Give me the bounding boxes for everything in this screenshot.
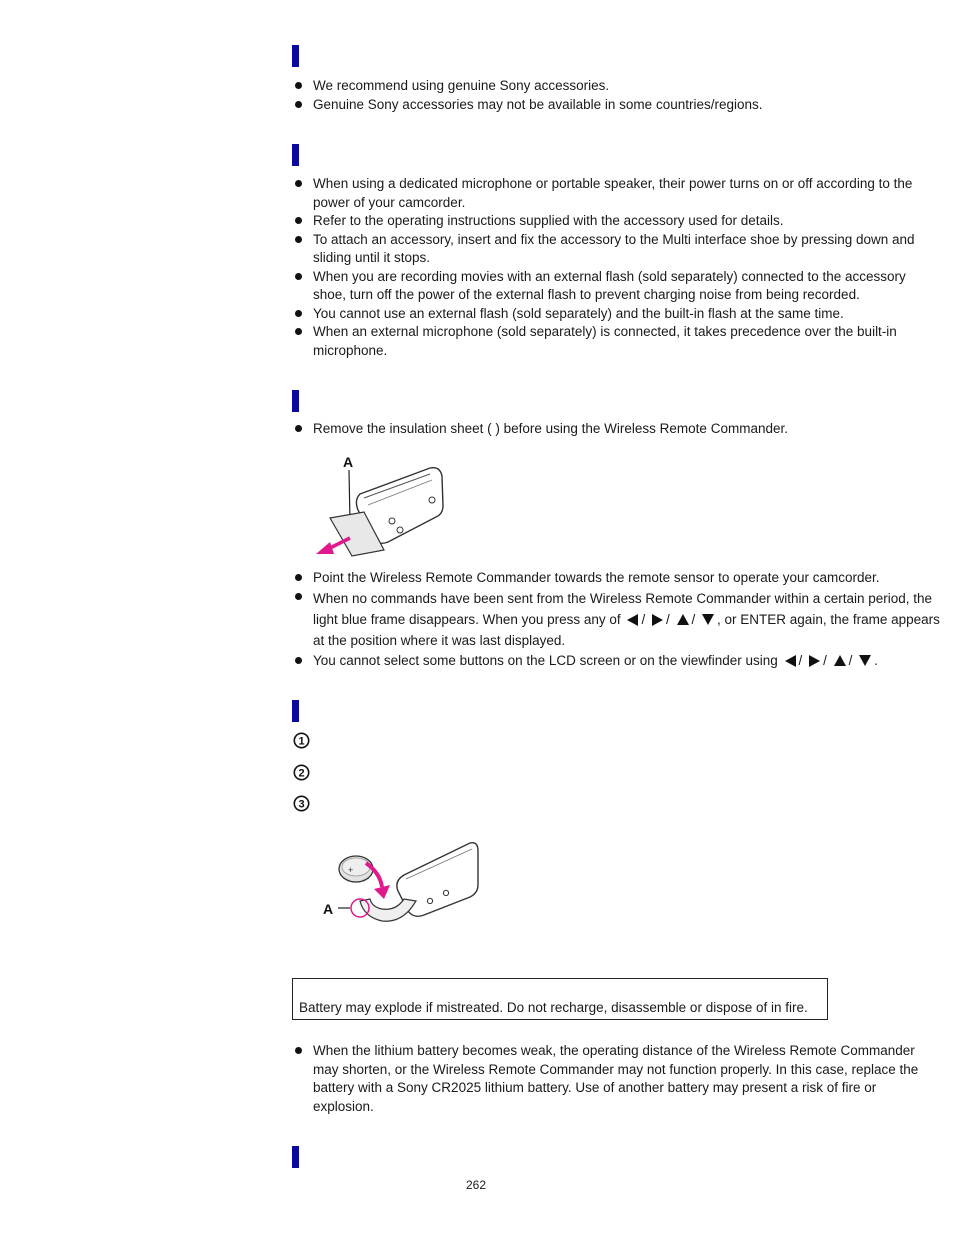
- separator: /: [641, 611, 646, 627]
- section-heading-marker: [292, 700, 299, 722]
- list-item: When an external microphone (sold separately) is connected, it takes precedence over the built-in microphone.: [294, 323, 940, 360]
- figure-label-a: A: [343, 454, 354, 470]
- list-item-text: .: [874, 652, 878, 668]
- separator: /: [848, 652, 853, 668]
- bullet-list-accessories: [294, 77, 940, 114]
- separator: /: [798, 652, 803, 668]
- svg-text:+: +: [348, 865, 354, 875]
- separator: /: [665, 611, 670, 627]
- step-2-icon: [293, 764, 310, 781]
- list-item: To attach an accessory, insert and fix the accessory to the Multi interface shoe by pressing down and sliding until it stops.: [294, 231, 940, 268]
- list-item: When using a dedicated microphone or portable speaker, their power turns on or off according to the power of your camcorder.: [294, 175, 940, 212]
- list-item-text: You cannot select some buttons on the LCD screen or on the viewfinder using: [313, 652, 778, 668]
- separator: /: [823, 652, 827, 668]
- bullet-list-remote-usage: [294, 569, 940, 670]
- bullet-list-multi-interface-shoe: [294, 175, 940, 360]
- page-number: 262: [466, 1178, 487, 1192]
- section-heading-marker: [292, 390, 299, 412]
- remote-battery-replacement-illustration: [320, 835, 482, 935]
- bullet-list-remote-intro: [294, 420, 940, 439]
- list-item-text: When no commands have been sent from the Wireless Remote Commander within a certain period, the light blue frame disappears. When you press any of: [313, 590, 933, 627]
- list-item-text: , or ENTER again, the frame appears at the position where it was last displayed.: [313, 611, 940, 648]
- svg-text:3: 3: [298, 798, 305, 811]
- caution-box: [292, 978, 828, 1020]
- svg-text:2: 2: [298, 767, 305, 780]
- section-heading-marker: [292, 1146, 299, 1168]
- list-item: [294, 588, 940, 651]
- section-heading-marker: [292, 45, 299, 67]
- section-heading-marker: [292, 144, 299, 166]
- up-arrow-icon: [834, 655, 846, 666]
- list-item: When you are recording movies with an external flash (sold separately) connected to the accessory shoe, turn off the power of the external flash to prevent charging noise from being recorded.: [294, 268, 940, 305]
- down-arrow-icon: [702, 614, 714, 625]
- list-item: Point the Wireless Remote Commander towards the remote sensor to operate your camcorder.: [294, 569, 940, 588]
- figure-label-a: A: [323, 901, 334, 917]
- right-arrow-icon: [652, 614, 663, 626]
- list-item: Refer to the operating instructions supplied with the accessory used for details.: [294, 212, 940, 231]
- down-arrow-icon: [859, 655, 871, 666]
- step-3-icon: [293, 795, 310, 812]
- list-item: When the lithium battery becomes weak, the operating distance of the Wireless Remote Commander may shorten, or the Wireless Remote Commander may not function properly. In this case, replace the battery with a Sony CR2025 lithium battery. Use of another battery may present a risk of fire or explosion.: [294, 1042, 940, 1116]
- up-arrow-icon: [677, 614, 689, 625]
- caution-text: Battery may explode if mistreated. Do not recharge, disassemble or dispose of in fire.: [299, 1000, 808, 1015]
- left-arrow-icon: [627, 614, 638, 626]
- bullet-list-battery: [294, 1042, 940, 1116]
- list-item: [294, 652, 940, 671]
- svg-text:1: 1: [298, 735, 305, 748]
- list-item: We recommend using genuine Sony accessories.: [294, 77, 940, 96]
- remote-insulation-sheet-illustration: [312, 450, 448, 560]
- list-item: Remove the insulation sheet ( ) before using the Wireless Remote Commander.: [294, 420, 940, 439]
- left-arrow-icon: [785, 655, 796, 667]
- separator: /: [691, 611, 696, 627]
- right-arrow-icon: [809, 655, 820, 667]
- step-1-icon: [293, 732, 310, 749]
- list-item: You cannot use an external flash (sold separately) and the built-in flash at the same time.: [294, 305, 940, 324]
- list-item: Genuine Sony accessories may not be available in some countries/regions.: [294, 96, 940, 115]
